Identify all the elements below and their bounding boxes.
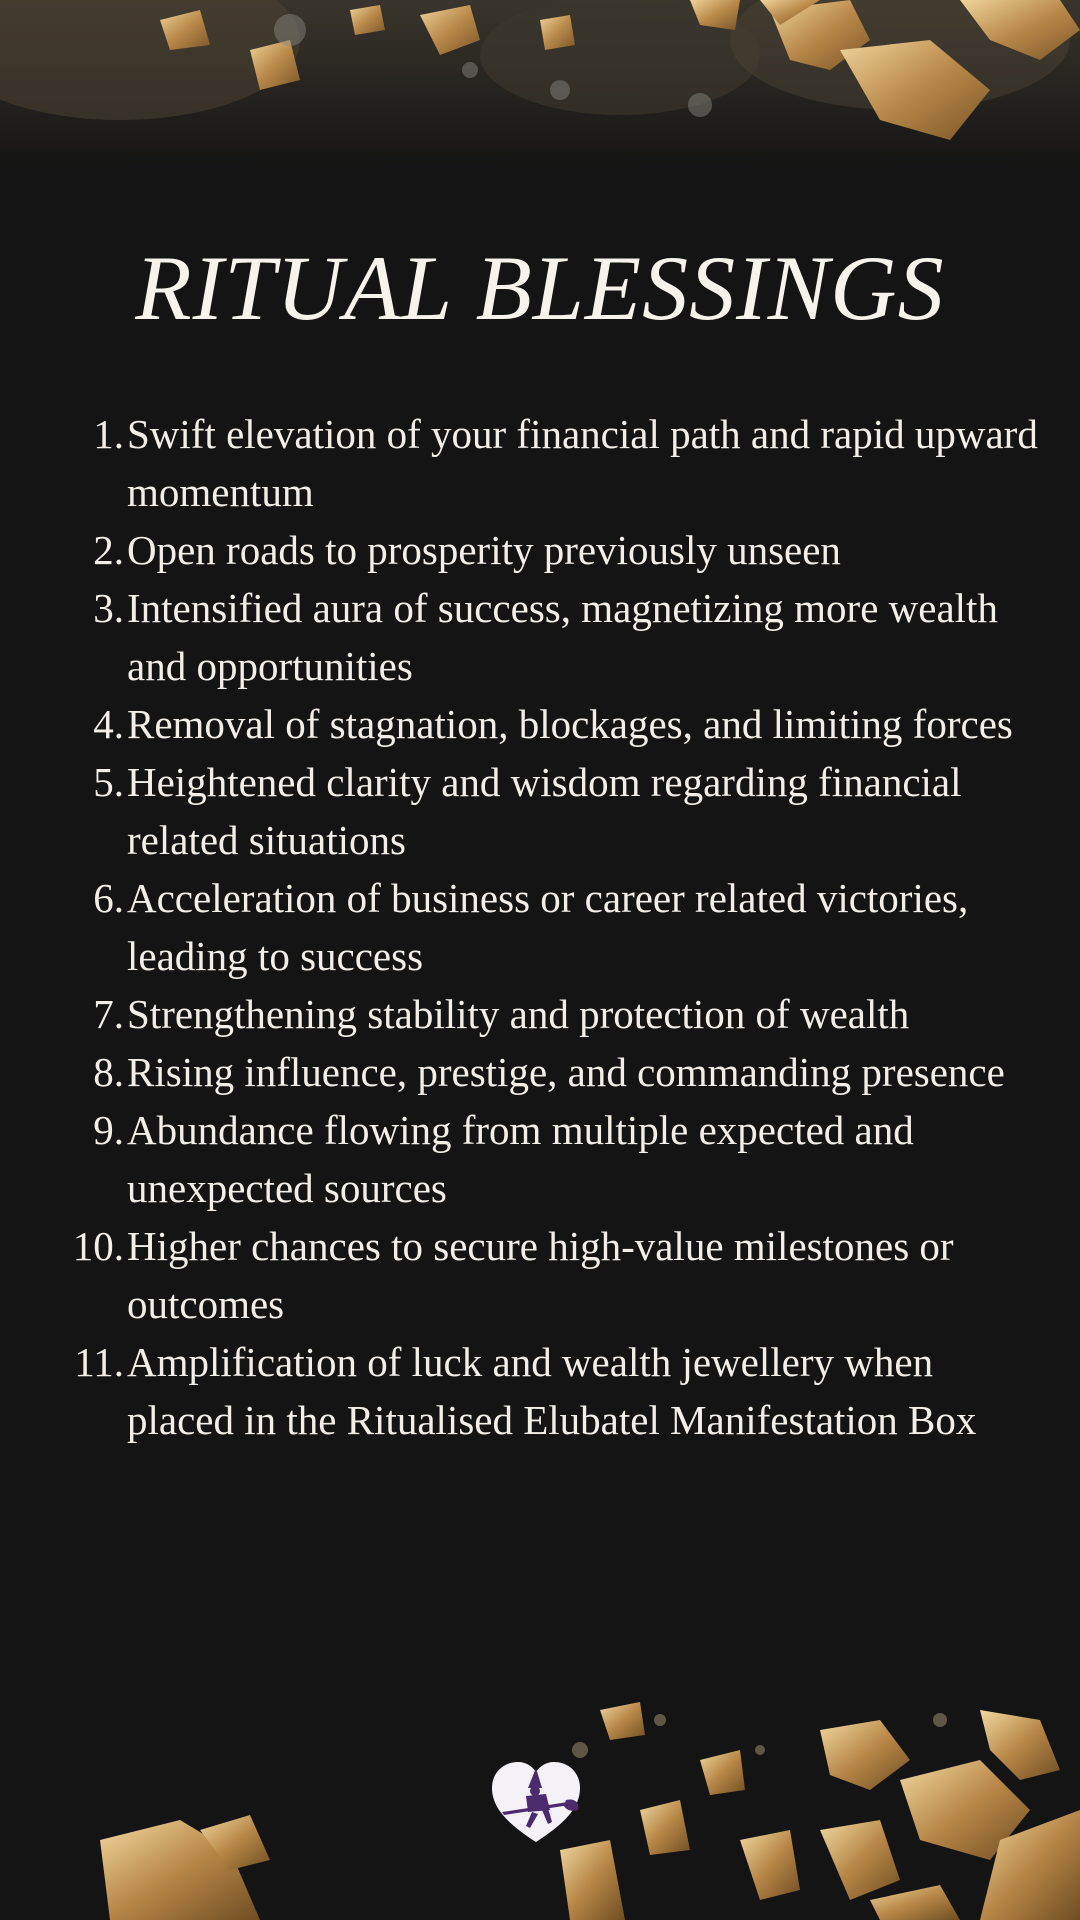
list-item-text: Intensified aura of success, magnetizing more wealth and opportunities	[127, 585, 998, 689]
list-item-number: 7.	[93, 991, 124, 1037]
list-item-text: Heightened clarity and wisdom regarding financial related situations	[127, 759, 962, 863]
list-item-text: Open roads to prosperity previously unseen	[127, 527, 841, 573]
list-item-number: 6.	[93, 875, 124, 921]
page-title: RITUAL BLESSINGS	[135, 237, 945, 339]
list-item-text: Acceleration of business or career related victories, leading to success	[127, 875, 969, 979]
list-item-text: Rising influence, prestige, and commanding presence	[127, 1049, 1005, 1095]
list-item	[0, 1101, 1080, 1217]
list-item-number: 11.	[74, 1339, 124, 1385]
list-item-number: 2.	[93, 527, 124, 573]
list-item	[0, 579, 1080, 695]
list-item	[0, 695, 1080, 753]
list-item-text: Swift elevation of your financial path and rapid upward momentum	[127, 411, 1038, 515]
list-item-number: 5.	[93, 759, 124, 805]
list-item-number: 8.	[93, 1049, 124, 1095]
list-item	[0, 753, 1080, 869]
list-item-text: Amplification of luck and wealth jewellery when placed in the Ritualised Elubatel Manifestation Box	[127, 1339, 977, 1443]
list-item-text: Removal of stagnation, blockages, and limiting forces	[127, 701, 1013, 747]
list-item	[0, 405, 1080, 521]
list-item	[0, 869, 1080, 985]
list-item	[0, 985, 1080, 1043]
list-item-text: Strengthening stability and protection of wealth	[127, 991, 910, 1037]
list-item	[0, 1217, 1080, 1333]
witch-on-broom-heart-icon	[488, 1758, 584, 1844]
list-item	[0, 1333, 1080, 1449]
list-item	[0, 1043, 1080, 1101]
list-item-number: 4.	[93, 701, 124, 747]
blessings-list	[0, 405, 1080, 1449]
list-item-number: 1.	[93, 411, 124, 457]
gold-leaf-decoration-top	[0, 0, 1080, 170]
list-item-number: 9.	[93, 1107, 124, 1153]
list-item-text: Abundance flowing from multiple expected and unexpected sources	[127, 1107, 914, 1211]
list-item-number: 3.	[93, 585, 124, 631]
list-item-number: 10.	[72, 1223, 124, 1269]
list-item-text: Higher chances to secure high-value milestones or outcomes	[127, 1223, 954, 1327]
list-item	[0, 521, 1080, 579]
